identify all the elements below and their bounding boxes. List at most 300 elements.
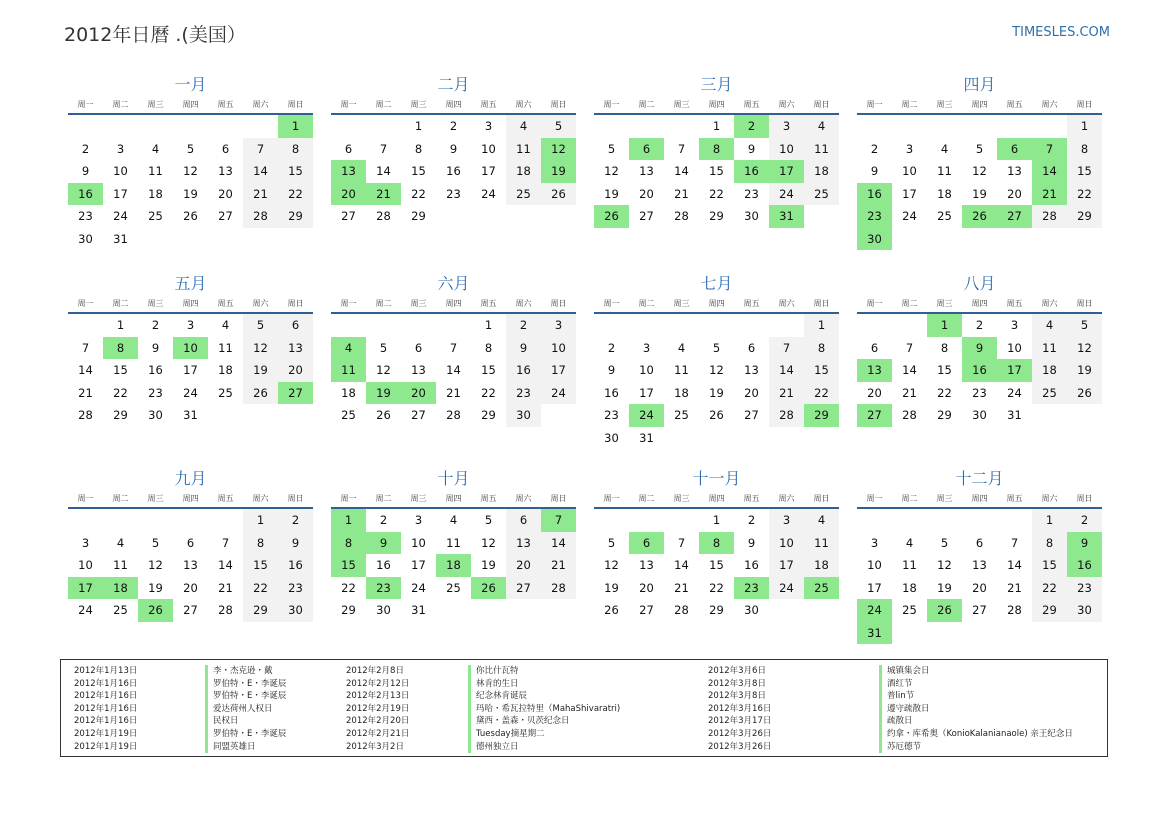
holiday-day-cell: 8: [103, 337, 138, 360]
day-cell: 17: [183, 363, 198, 377]
day-cell: 19: [972, 186, 987, 201]
empty-cell: [138, 228, 173, 251]
weekday-label: 周六: [1041, 299, 1058, 308]
day-cell: 23: [1067, 577, 1102, 600]
weekday-label: 周日: [287, 299, 304, 308]
holiday-name: 德州独立日: [468, 741, 519, 754]
day-cell: 11: [804, 138, 839, 161]
day-cell: 16: [744, 558, 759, 572]
day-cell: 28: [218, 603, 233, 617]
empty-cell: [541, 404, 576, 427]
empty-cell: [997, 509, 1032, 532]
day-cell: 22: [709, 186, 724, 201]
holiday-day-cell: 20: [331, 183, 366, 206]
day-cell: 4: [677, 340, 686, 355]
day-cell: 20: [639, 580, 654, 595]
holiday-date: 2012年2月8日: [346, 666, 404, 676]
empty-cell: [962, 509, 997, 532]
day-cell: 25: [506, 183, 541, 206]
month-name: 二月: [437, 75, 470, 94]
day-cell: 6: [278, 314, 313, 337]
day-cell: 12: [972, 164, 987, 178]
empty-cell: [506, 599, 541, 622]
day-cell: 7: [449, 340, 458, 355]
day-cell: 28: [1032, 205, 1067, 228]
week-row: [594, 577, 839, 600]
day-cell: 27: [639, 603, 654, 617]
month-name: 十二月: [955, 469, 1004, 488]
day-cell: 18: [506, 160, 541, 183]
day-cell: 11: [902, 558, 917, 572]
day-cell: 24: [113, 209, 128, 223]
holiday-list: [60, 659, 1108, 757]
day-cell: 29: [709, 209, 724, 223]
day-cell: 15: [1032, 554, 1067, 577]
week-row: [857, 359, 1102, 382]
empty-cell: [997, 228, 1032, 251]
weekday-label: 周五: [480, 494, 497, 503]
holiday-day-cell: 8: [699, 532, 734, 555]
day-cell: 16: [506, 359, 541, 382]
week-row: [594, 183, 839, 206]
weekday-label: 周日: [813, 100, 830, 109]
week-row: [68, 509, 313, 532]
day-cell: 4: [449, 513, 458, 527]
empty-cell: [927, 509, 962, 532]
day-cell: 30: [1067, 599, 1102, 622]
empty-cell: [769, 427, 804, 450]
holiday-date: 2012年3月17日: [708, 716, 772, 727]
weekday-label: 周四: [708, 494, 725, 503]
day-cell: 23: [744, 186, 759, 201]
empty-cell: [366, 115, 401, 138]
week-row: [857, 115, 1102, 138]
day-cell: 24: [481, 186, 496, 201]
day-cell: 1: [1032, 509, 1067, 532]
day-cell: 8: [804, 337, 839, 360]
month-name: 一月: [174, 75, 207, 94]
empty-cell: [541, 599, 576, 622]
day-cell: 1: [243, 509, 278, 532]
month-block: [857, 271, 1102, 456]
holiday-name: 罗伯特・E・李诞辰: [205, 678, 286, 691]
day-cell: 30: [376, 603, 391, 617]
day-cell: 4: [506, 115, 541, 138]
day-cell: 18: [1032, 359, 1067, 382]
day-cell: 29: [243, 599, 278, 622]
day-cell: 9: [747, 535, 756, 550]
day-cell: 9: [81, 164, 90, 178]
weekday-label: 周二: [112, 299, 129, 308]
week-row: [68, 183, 313, 206]
day-cell: 5: [151, 535, 160, 550]
holiday-date: 2012年3月6日: [708, 666, 766, 676]
day-cell: 4: [804, 115, 839, 138]
day-cell: 4: [221, 318, 230, 332]
day-cell: 24: [183, 385, 198, 400]
holiday-name: 爱达荷州人权日: [205, 703, 273, 716]
holiday-date: 2012年1月16日: [74, 678, 138, 689]
day-cell: 29: [481, 408, 496, 422]
week-row: [331, 382, 576, 405]
holiday-day-cell: 26: [927, 599, 962, 622]
weekday-label: 周二: [375, 299, 392, 308]
empty-cell: [208, 115, 243, 138]
day-cell: 7: [905, 340, 914, 355]
day-cell: 10: [1007, 340, 1022, 355]
day-cell: 10: [113, 164, 128, 178]
empty-cell: [1032, 228, 1067, 251]
day-cell: 14: [902, 363, 917, 377]
day-cell: 16: [446, 164, 461, 178]
week-row: [857, 183, 1102, 206]
day-cell: 8: [278, 138, 313, 161]
day-cell: 24: [411, 580, 426, 595]
day-cell: 4: [151, 141, 160, 156]
weekday-header: [68, 98, 313, 115]
day-cell: 30: [744, 603, 759, 617]
day-cell: 11: [113, 558, 128, 572]
week-row: [857, 160, 1102, 183]
weekday-label: 周一: [603, 100, 620, 109]
day-cell: 31: [113, 231, 128, 246]
weekday-label: 周日: [1076, 494, 1093, 503]
holiday-date: 2012年3月16日: [708, 703, 772, 714]
day-cell: 6: [414, 340, 423, 355]
weekday-label: 周一: [340, 299, 357, 308]
day-cell: 5: [484, 513, 493, 527]
holiday-date: 2012年2月20日: [346, 716, 410, 727]
holiday-date: 2012年3月26日: [708, 728, 772, 739]
empty-cell: [857, 314, 892, 337]
day-cell: 4: [905, 535, 914, 550]
empty-cell: [103, 509, 138, 532]
day-cell: 13: [218, 164, 233, 178]
weekday-label: 周二: [638, 494, 655, 503]
day-cell: 14: [446, 363, 461, 377]
day-cell: 31: [639, 430, 654, 445]
day-cell: 31: [183, 408, 198, 422]
empty-cell: [857, 115, 892, 138]
holiday-day-cell: 17: [68, 577, 103, 600]
day-cell: 5: [607, 141, 616, 156]
day-cell: 3: [541, 314, 576, 337]
week-row: [68, 314, 313, 337]
day-cell: 8: [1032, 532, 1067, 555]
day-cell: 11: [218, 340, 233, 355]
day-cell: 7: [379, 141, 388, 156]
holiday-day-cell: 27: [278, 382, 313, 405]
month-name: 五月: [174, 274, 207, 293]
day-cell: 28: [674, 603, 689, 617]
day-cell: 2: [975, 318, 984, 332]
week-row: [68, 359, 313, 382]
weekday-label: 周六: [252, 494, 269, 503]
weekday-label: 周二: [112, 494, 129, 503]
day-cell: 21: [1007, 580, 1022, 595]
week-row: [331, 138, 576, 161]
empty-cell: [68, 509, 103, 532]
day-cell: 28: [769, 404, 804, 427]
empty-cell: [1032, 115, 1067, 138]
weekday-label: 周六: [515, 299, 532, 308]
day-cell: 19: [481, 558, 496, 572]
week-row: [594, 160, 839, 183]
day-cell: 22: [481, 385, 496, 400]
day-cell: 7: [677, 141, 686, 156]
day-cell: 20: [639, 186, 654, 201]
day-cell: 4: [116, 535, 125, 550]
day-cell: 27: [218, 209, 233, 223]
empty-cell: [103, 115, 138, 138]
week-row: [857, 509, 1102, 532]
empty-cell: [664, 509, 699, 532]
empty-cell: [892, 115, 927, 138]
empty-cell: [208, 509, 243, 532]
day-cell: 19: [148, 580, 163, 595]
weekday-label: 周四: [445, 100, 462, 109]
month-block: [68, 72, 313, 257]
day-cell: 8: [243, 532, 278, 555]
empty-cell: [927, 115, 962, 138]
holiday-name: 黛西・盖森・贝茨纪念日: [468, 715, 570, 728]
holiday-day-cell: 8: [331, 532, 366, 555]
weekday-label: 周六: [252, 299, 269, 308]
day-cell: 26: [541, 183, 576, 206]
empty-cell: [1032, 622, 1067, 645]
day-cell: 22: [804, 382, 839, 405]
empty-cell: [927, 228, 962, 251]
weekday-label: 周五: [743, 494, 760, 503]
day-cell: 6: [506, 509, 541, 532]
empty-cell: [892, 314, 927, 337]
weekday-label: 周三: [410, 494, 427, 503]
holiday-name: 李・杰克逊・戴: [205, 665, 273, 678]
empty-cell: [804, 427, 839, 450]
holiday-day-cell: 16: [734, 160, 769, 183]
holiday-day-cell: 16: [962, 359, 997, 382]
weekday-label: 周二: [901, 100, 918, 109]
empty-cell: [243, 115, 278, 138]
day-cell: 7: [221, 535, 230, 550]
holiday-day-cell: 26: [471, 577, 506, 600]
holiday-name: 城镇集会日: [879, 665, 930, 678]
day-cell: 1: [116, 318, 125, 332]
day-cell: 19: [1067, 359, 1102, 382]
weekday-label: 周一: [340, 494, 357, 503]
day-cell: 8: [414, 141, 423, 156]
empty-cell: [243, 404, 278, 427]
day-cell: 16: [278, 554, 313, 577]
weekday-label: 周二: [375, 100, 392, 109]
week-row: [68, 554, 313, 577]
week-row: [594, 427, 839, 450]
month-name: 八月: [963, 274, 996, 293]
day-cell: 14: [218, 558, 233, 572]
empty-cell: [436, 599, 471, 622]
day-cell: 22: [1067, 183, 1102, 206]
day-cell: 3: [870, 535, 879, 550]
day-cell: 20: [278, 359, 313, 382]
day-cell: 28: [78, 408, 93, 422]
day-cell: 25: [341, 408, 356, 422]
week-row: [857, 205, 1102, 228]
day-cell: 30: [148, 408, 163, 422]
holiday-date: 2012年2月19日: [346, 703, 410, 714]
week-row: [594, 337, 839, 360]
day-cell: 8: [1067, 138, 1102, 161]
holiday-name: 你比什瓦特: [468, 665, 519, 678]
day-cell: 15: [481, 363, 496, 377]
week-row: [331, 599, 576, 622]
week-row: [857, 228, 1102, 251]
day-cell: 14: [78, 363, 93, 377]
weekday-label: 周五: [217, 100, 234, 109]
day-cell: 2: [278, 509, 313, 532]
day-cell: 20: [972, 580, 987, 595]
day-cell: 22: [278, 183, 313, 206]
holiday-day-cell: 19: [541, 160, 576, 183]
holiday-date: 2012年3月8日: [708, 678, 766, 689]
day-cell: 21: [243, 183, 278, 206]
day-cell: 21: [446, 385, 461, 400]
day-cell: 21: [78, 385, 93, 400]
day-cell: 19: [243, 359, 278, 382]
day-cell: 9: [506, 337, 541, 360]
day-cell: 18: [937, 186, 952, 201]
weekday-label: 周一: [866, 494, 883, 503]
holiday-day-cell: 31: [769, 205, 804, 228]
holiday-date: 2012年1月13日: [74, 666, 138, 676]
weekday-label: 周日: [287, 494, 304, 503]
weekday-label: 周五: [743, 299, 760, 308]
week-row: [594, 115, 839, 138]
empty-cell: [331, 115, 366, 138]
day-cell: 2: [506, 314, 541, 337]
holiday-day-cell: 26: [594, 205, 629, 228]
day-cell: 17: [867, 580, 882, 595]
weekday-label: 周四: [182, 100, 199, 109]
day-cell: 19: [183, 186, 198, 201]
day-cell: 7: [677, 535, 686, 550]
month-block: [594, 72, 839, 257]
weekday-label: 周日: [287, 100, 304, 109]
holiday-day-cell: 10: [173, 337, 208, 360]
day-cell: 6: [870, 340, 879, 355]
day-cell: 30: [744, 209, 759, 223]
holiday-day-cell: 1: [927, 314, 962, 337]
day-cell: 16: [376, 558, 391, 572]
day-cell: 29: [1067, 205, 1102, 228]
month-name: 十一月: [692, 469, 741, 488]
day-cell: 9: [870, 164, 879, 178]
weekday-label: 周日: [813, 299, 830, 308]
week-row: [331, 359, 576, 382]
day-cell: 17: [411, 558, 426, 572]
day-cell: 5: [940, 535, 949, 550]
day-cell: 1: [484, 318, 493, 332]
holiday-day-cell: 23: [857, 205, 892, 228]
holiday-day-cell: 9: [962, 337, 997, 360]
weekday-label: 周六: [1041, 100, 1058, 109]
holiday-day-cell: 17: [769, 160, 804, 183]
week-row: [68, 404, 313, 427]
day-cell: 18: [148, 186, 163, 201]
site-link[interactable]: TIMESLES.COM: [1012, 25, 1110, 40]
day-cell: 27: [744, 408, 759, 422]
weekday-label: 周一: [866, 299, 883, 308]
holiday-day-cell: 27: [997, 205, 1032, 228]
holiday-date: 2012年3月8日: [708, 691, 766, 702]
weekday-header: [331, 98, 576, 115]
week-row: [68, 138, 313, 161]
day-cell: 28: [674, 209, 689, 223]
holiday-date: 2012年2月13日: [346, 691, 410, 702]
month-block: [331, 72, 576, 257]
day-cell: 26: [183, 209, 198, 223]
day-cell: 7: [243, 138, 278, 161]
day-cell: 22: [113, 385, 128, 400]
day-cell: 30: [972, 408, 987, 422]
day-cell: 27: [972, 603, 987, 617]
day-cell: 25: [446, 580, 461, 595]
week-row: [68, 599, 313, 622]
empty-cell: [804, 599, 839, 622]
day-cell: 2: [81, 141, 90, 156]
day-cell: 15: [937, 363, 952, 377]
empty-cell: [436, 314, 471, 337]
day-cell: 4: [940, 141, 949, 156]
weekday-label: 周三: [936, 100, 953, 109]
day-cell: 19: [709, 385, 724, 400]
week-row: [857, 404, 1102, 427]
week-row: [68, 532, 313, 555]
day-cell: 10: [867, 558, 882, 572]
day-cell: 24: [769, 577, 804, 600]
holiday-date: 2012年3月26日: [708, 741, 772, 752]
empty-cell: [962, 228, 997, 251]
day-cell: 3: [81, 535, 90, 550]
empty-cell: [734, 314, 769, 337]
weekday-label: 周四: [708, 100, 725, 109]
weekday-label: 周二: [112, 100, 129, 109]
day-cell: 13: [639, 164, 654, 178]
holiday-day-cell: 24: [629, 404, 664, 427]
day-cell: 28: [1007, 603, 1022, 617]
day-cell: 11: [506, 138, 541, 161]
day-cell: 12: [481, 535, 496, 550]
holiday-name: 林肯的生日: [468, 678, 519, 691]
weekday-label: 周三: [673, 494, 690, 503]
holiday-day-cell: 19: [366, 382, 401, 405]
day-cell: 27: [639, 209, 654, 223]
empty-cell: [1032, 404, 1067, 427]
day-cell: 3: [1010, 318, 1019, 332]
weekday-header: [594, 492, 839, 509]
day-cell: 31: [411, 603, 426, 617]
holiday-name: 民权日: [205, 715, 239, 728]
week-row: [68, 205, 313, 228]
week-row: [594, 205, 839, 228]
day-cell: 8: [484, 340, 493, 355]
week-row: [594, 532, 839, 555]
week-row: [331, 115, 576, 138]
empty-cell: [997, 115, 1032, 138]
holiday-day-cell: 30: [857, 228, 892, 251]
day-cell: 16: [604, 385, 619, 400]
week-row: [331, 577, 576, 600]
day-cell: 3: [186, 318, 195, 332]
